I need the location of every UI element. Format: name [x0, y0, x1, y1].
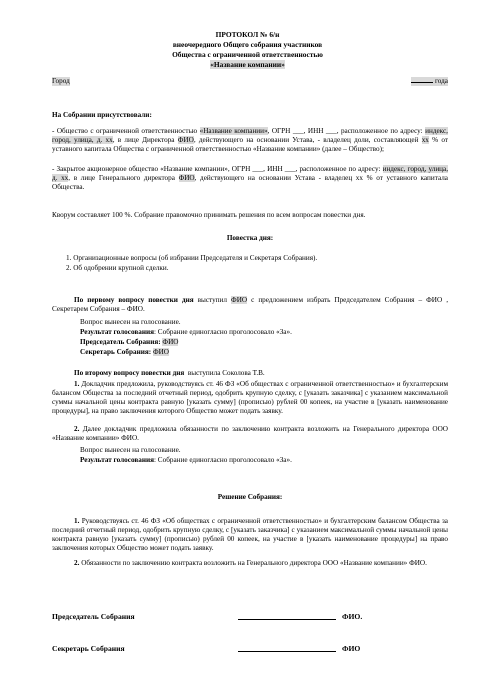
- q1-lead: По первому вопросу повестки дня: [74, 296, 194, 304]
- q2-result-label: Результат голосования: [80, 456, 155, 464]
- city-label: Город: [52, 77, 70, 85]
- decision-2-num: 2.: [74, 559, 80, 567]
- attendee-2-fio: ФИО: [178, 174, 195, 182]
- quorum-text: Кворум составляет 100 %. Собрание правомочно принимать решения по всем вопросам повестки дня.: [52, 211, 366, 219]
- q2-lead: По второму вопросу повестки дня: [74, 369, 185, 377]
- attendee-1-tail: % от уставного капитала Общества с ограниченной ответственностью «Название компании» (далее – Общество);: [52, 136, 448, 153]
- q1-secretary-label: Секретарь Собрания:: [80, 348, 152, 356]
- q2-vote-put: Вопрос вынесен на голосование.: [80, 446, 181, 454]
- signature-chair-line: [238, 612, 336, 620]
- attendee-1-text: - Общество с ограниченной ответственностью: [52, 127, 200, 135]
- attendee-1: [52, 127, 448, 154]
- q2-point-1: [52, 380, 448, 416]
- attendee-1-director: , в лице Директора: [112, 136, 178, 144]
- city-date-row: [52, 77, 448, 87]
- q2-point-2: [52, 425, 448, 443]
- agenda-heading: Повестка дня:: [226, 234, 274, 242]
- signature-secretary-label: Секретарь Собрания: [52, 644, 125, 653]
- date-field: [411, 77, 448, 86]
- q1-chair-fio: ФИО: [162, 338, 179, 346]
- q1-paragraph: [52, 296, 448, 314]
- attendee-1-company: «Название компании»: [199, 127, 268, 135]
- q1-text-b: с предложением избрать Председателем Собрания – ФИО , Секретарем Собрания – ФИО.: [52, 296, 448, 313]
- attendee-1-address: индекс, город, улица, д. хх: [52, 127, 448, 144]
- title-line-2: внеочередного Общего собрания участников: [172, 40, 323, 49]
- q1-secretary: [80, 348, 448, 357]
- attendee-1-ogrn: , ОГРН ___, ИНН ___, расположенное по адресу:: [267, 127, 426, 135]
- decision-1-text: Руководствуясь ст. 46 ФЗ «Об обществах с ограниченной ответственностью» и бухгалтерским балансом Общества за последний отчетный период, одобрить крупную сделку, с [указать заказчика] с указанием максимальной суммы начальной цены контракта равную [указать сумму] (прописью) рублей 00 копеек, на участие в [указать наименование процедуры] на право заключения которых Общество может подать заявку.: [52, 517, 448, 552]
- q2-point-2-num: 2.: [74, 425, 80, 433]
- q2-point-1-num: 1.: [74, 380, 80, 388]
- signature-secretary-name: ФИО: [342, 644, 361, 653]
- signature-chair: [52, 612, 448, 624]
- protocol-title: ПРОТОКОЛ № 6/н: [215, 30, 280, 39]
- decision-2-text: Обязанности по заключению контракта возложить на Генерального директора ООО «Название компании» ФИО.: [79, 559, 427, 567]
- attendee-1-fio: ФИО: [177, 136, 194, 144]
- attendee-2: [52, 165, 448, 192]
- year-label: года: [434, 77, 448, 85]
- q1-vote-put: Вопрос вынесен на голосование.: [80, 318, 181, 326]
- signature-chair-label: Председатель Собрания: [52, 612, 135, 621]
- q2-point-1-text: Докладчик предложила, руководствуясь ст. 46 ФЗ «Об обществах с ограниченной ответственностью» и бухгалтерским балансом Общества за последний отчетный период, одобрить крупную сделку, с [указать заказчика] с указанием максимальной суммы начальной цены контракта равную [указать сумму] (прописью) рублей 00 копеек, на участие в [указать наименование процедуры], на право заключения которого Общество может подать заявку.: [52, 380, 448, 415]
- q2-lead-row: [74, 369, 448, 378]
- q1-chair-label: Председатель Собрания:: [80, 338, 161, 346]
- title-line-3: Общества с ограниченной ответственностью: [172, 50, 323, 59]
- signature-chair-name: ФИО.: [342, 612, 363, 621]
- decision-heading: Решение Собрания:: [217, 493, 283, 501]
- q1-chair: [80, 338, 448, 347]
- q1-secretary-fio: ФИО: [152, 348, 169, 356]
- q1-result-text: : Собрание единогласно проголосовало «За».: [154, 328, 292, 336]
- decision-1-num: 1.: [74, 517, 80, 525]
- attendee-1-share: хх: [421, 136, 429, 144]
- decision-1: [52, 517, 448, 553]
- q2-result: [80, 456, 448, 465]
- attendee-1-basis: , действующего на основании Устава, - владелец доли, составляющей: [193, 136, 422, 144]
- q2-speaker: выступила Соколова Т.В.: [187, 369, 265, 377]
- company-name-highlight: «Название компании»: [210, 60, 285, 69]
- attendee-2-address: индекс, город, улица, д. хх: [52, 165, 449, 182]
- q1-text-a: выступил: [193, 296, 232, 304]
- company-name-title: [0, 60, 495, 69]
- attendee-2-tail: , действующего на основании Устава - владелец хх % от уставного капитала Общества.: [52, 174, 448, 191]
- q1-result: [80, 328, 448, 337]
- signature-secretary: [52, 644, 448, 656]
- attendees-heading: На Собрании присутствовали:: [52, 111, 152, 119]
- q1-result-label: Результат голосования: [80, 328, 155, 336]
- q1-fio: ФИО: [231, 296, 248, 304]
- attendee-2-text: - Закрытое акционерное общество «Название компании», ОГРН ___, ИНН ___, расположенное по адресу:: [52, 165, 383, 173]
- q2-point-2-text: Далее докладчик предложила обязанности по заключению контракта возложить на Генерального директора ООО «Название компании» ФИО.: [52, 425, 448, 442]
- agenda-item-2: 2. Об одобрении крупной сделки.: [66, 264, 169, 272]
- agenda-item-1: 1. Организационные вопросы (об избрании Председателя и Секретаря Собрания).: [66, 254, 318, 262]
- signature-secretary-line: [238, 644, 336, 652]
- date-blank: [411, 82, 433, 83]
- decision-2: [52, 559, 448, 568]
- q2-result-text: : Собрание единогласно проголосовало «За».: [154, 456, 292, 464]
- attendee-2-director: , в лице Генерального директора: [68, 174, 179, 182]
